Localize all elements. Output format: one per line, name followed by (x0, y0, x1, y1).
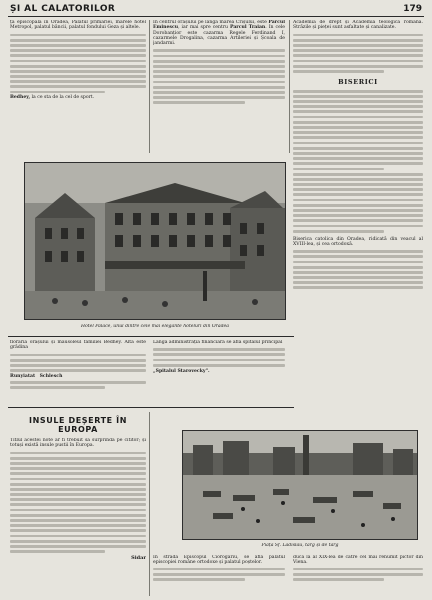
article-text: Academia de drept și Academia teologică română. Străzile și pieței sunt asfaltate și canalizate. (293, 20, 423, 31)
text-lines (153, 568, 285, 581)
article-text-tail: la ce sta de la cel de sport. (31, 95, 95, 101)
column-divider (289, 20, 290, 153)
photo-caption: Hotel Palace, unul dintre cele mai elegante hoteluri din Oradea (80, 324, 229, 329)
article-text (153, 20, 285, 46)
article-text: Biserica catolica din Oradea, ridicată din veacul al XVIII-lea, și cea ortodoxă. (293, 236, 423, 247)
section-title: INSULE DEȘERTE ÎN EUROPA (29, 416, 127, 434)
running-head: ȘI AL CĂLĂTORILOR (10, 4, 116, 14)
section-heading-biserici: BISERICI (338, 77, 378, 86)
article-text: In strada Episcopul Ciorogariu, se află palatul episcopiei române ortodoxe și palatul poștelor. (153, 555, 285, 566)
article-text (10, 95, 146, 100)
column-divider (149, 20, 150, 153)
section-title-box (10, 414, 146, 434)
article-text: Lângă administrația financiară se află spitalul principal (153, 340, 283, 345)
text-run: In centrul orașului pe lângă marea Crișului, este (153, 20, 269, 25)
article-column-middle-top (153, 20, 285, 156)
text-lines (293, 34, 423, 73)
article-column-left-mid (10, 340, 146, 402)
text-lines (153, 49, 285, 104)
park-name: Parcul Traian (229, 25, 266, 31)
place-name: Bedhey, (10, 95, 31, 101)
photo-caption: Piața Sf. Ladislau, târg și de târg (261, 543, 339, 548)
text-lines (293, 90, 423, 233)
text-lines (293, 568, 423, 581)
text-lines (10, 452, 146, 553)
article-column-left-bottom (10, 438, 146, 596)
garden-name: Runyiatat (10, 373, 36, 379)
article-column-right-top (293, 20, 423, 310)
piata-ladislau-photo (182, 430, 418, 540)
header-rule (8, 16, 424, 17)
text-run: , iar mai spre centru (178, 25, 230, 31)
text-lines (10, 381, 146, 389)
text-lines (293, 250, 423, 289)
text-lines (10, 34, 146, 94)
garden-name: Schlesch (39, 373, 63, 379)
park-name: Parcul Eminescu (153, 20, 285, 31)
hotel-palace-illustration (25, 163, 286, 320)
column-divider (149, 412, 150, 596)
article-column-middle-bottom (153, 555, 285, 597)
hotel-palace-photo (24, 162, 286, 320)
square-illustration (183, 431, 418, 540)
hospital-name: „Spitalul Starovecky". (153, 368, 210, 374)
article-text: ducă la al XIX-lea de către cel mai renumit pictor din Viena. (293, 555, 423, 566)
text-lines (10, 354, 146, 372)
article-column-left-top (10, 20, 146, 156)
article-text: florăria orașului și mausoleul familiei Bedhey. Alta este grădina (10, 340, 146, 351)
article-text (10, 374, 146, 379)
section-rule (8, 336, 294, 337)
article-column-right-bottom (293, 555, 423, 597)
page-number: 179 (403, 4, 422, 14)
text-run: . In cele Dorobanțior este cazarma Regele Ferdinand I, cazarmele Drogalina, cazarma Artileriei și Școala de jandarmi. (153, 25, 285, 47)
article-column-middle-mid (153, 340, 285, 402)
article-text: ță episcopală în Oradea, Palatul primăriei, marele hotel Metropol, palatul băncii, palatul fondului Geza și altele. (10, 20, 146, 31)
article-text: Titlul acestei note ar fi trebuit să surprindă pe cititor; și totuși există insule pustii în Europa. (10, 438, 146, 449)
text-lines (153, 348, 285, 366)
section-rule (8, 407, 294, 408)
author-signature: Sidar (131, 554, 146, 561)
